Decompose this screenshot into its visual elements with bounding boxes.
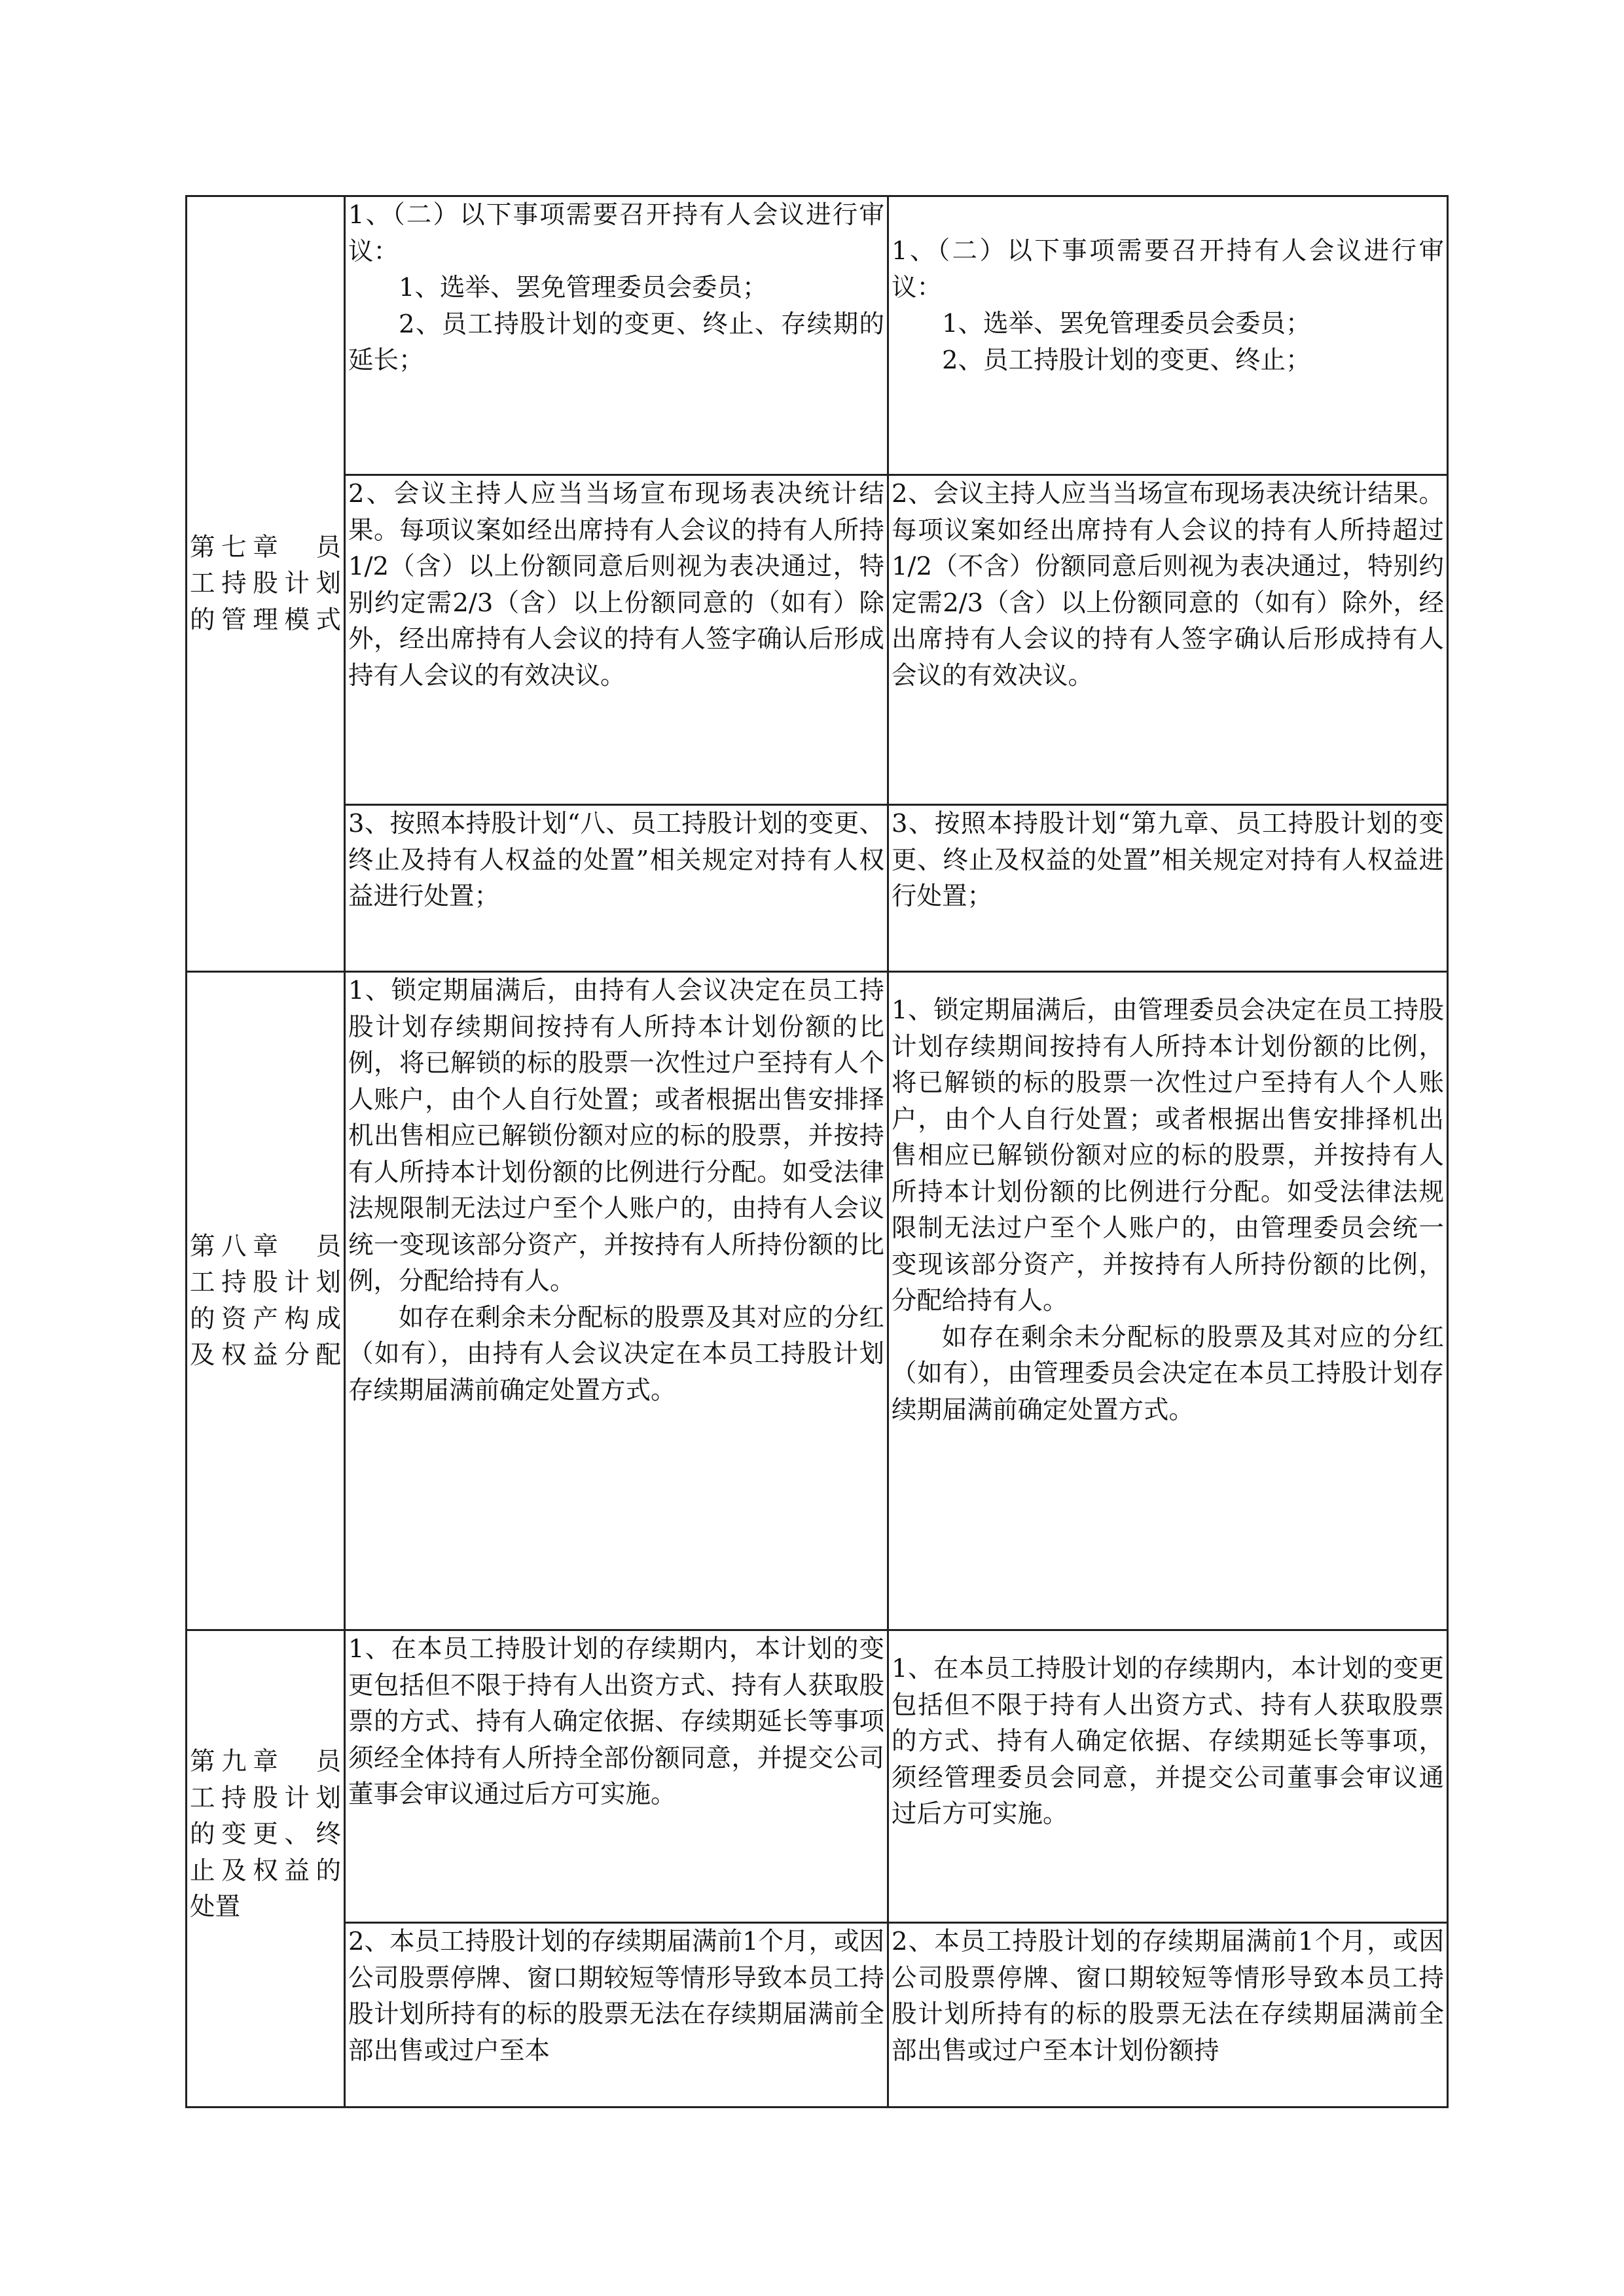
paragraph: 1、在本员工持股计划的存续期内，本计划的变更包括但不限于持有人出资方式、持有人获取股票的方式、持有人确定依据、存续期延长等事项，须经管理委员会同意，并提交公司董事会审议通过后方可实施。 bbox=[892, 1654, 1444, 1829]
original-text-cell bbox=[345, 972, 888, 1630]
paragraph: 1、锁定期届满后，由管理委员会决定在员工持股计划存续期间按持有人所持本计划份额的比例，将已解锁的标的股票一次性过户至持有人个人账户，由个人自行处置；或者根据出售安排择机出售相应已解锁份额对应的标的股票，并按持有人所持本计划份额的比例进行分配。如受法律法规限制无法过户至个人账户的，由管理委员会统一变现该部分资产，并按持有人所持份额的比例，分配给持有人。 bbox=[892, 996, 1444, 1316]
chapter-cell-8 bbox=[187, 972, 345, 1630]
chapter-line: 工持股计划 bbox=[190, 1783, 341, 1813]
paragraph: 2、会议主持人应当当场宣布现场表决统计结果。每项议案如经出席持有人会议的持有人所持超过1/2（不含）份额同意后则视为表决通过，特别约定需2/3（含）以上份额同意的（如有）除外，经出席持有人会议的持有人签字确认后形成持有人会议的有效决议。 bbox=[892, 479, 1444, 691]
paragraph: 2、本员工持股计划的存续期届满前1个月，或因公司股票停牌、窗口期较短等情形导致本员工持股计划所持有的标的股票无法在存续期届满前全部出售或过户至本 bbox=[348, 1927, 884, 2066]
chapter-line: 工持股计划 bbox=[190, 569, 341, 599]
original-text-cell bbox=[345, 805, 888, 972]
chapter-line: 第九章 员 bbox=[190, 1747, 341, 1776]
chapter-line: 的管理模式 bbox=[190, 605, 341, 635]
table-row bbox=[187, 1923, 1448, 2108]
table-row bbox=[187, 805, 1448, 972]
paragraph: 1、锁定期届满后，由持有人会议决定在员工持股计划存续期间按持有人所持本计划份额的比例，将已解锁的标的股票一次性过户至持有人个人账户，由个人自行处置；或者根据出售安排择机出售相应已解锁份额对应的标的股票，并按持有人所持本计划份额的比例进行分配。如受法律法规限制无法过户至个人账户的，由持有人会议统一变现该部分资产，并按持有人所持份额的比例，分配给持有人。 bbox=[348, 976, 884, 1296]
paragraph: 2、会议主持人应当当场宣布现场表决统计结果。每项议案如经出席持有人会议的持有人所持1/2（含）以上份额同意后则视为表决通过，特别约定需2/3（含）以上份额同意的（如有）除外，经出席持有人会议的持有人签字确认后形成持有人会议的有效决议。 bbox=[348, 479, 884, 691]
table-row bbox=[187, 196, 1448, 475]
paragraph: 1、选举、罢免管理委员会委员； bbox=[399, 273, 768, 302]
table-row bbox=[187, 475, 1448, 805]
revised-text-cell bbox=[888, 805, 1448, 972]
paragraph: 2、本员工持股计划的存续期届满前1个月，或因公司股票停牌、窗口期较短等情形导致本员工持股计划所持有的标的股票无法在存续期届满前全部出售或过户至本计划份额持 bbox=[892, 1927, 1444, 2066]
chapter-line: 的资产构成 bbox=[190, 1304, 341, 1334]
paragraph: 1、（二）以下事项需要召开持有人会议进行审议： bbox=[892, 236, 1444, 302]
revised-text-cell bbox=[888, 972, 1448, 1630]
paragraph: 3、按照本持股计划“第九章、员工持股计划的变更、终止及权益的处置”相关规定对持有人权益进行处置； bbox=[892, 809, 1444, 911]
chapter-line: 第八章 员 bbox=[190, 1231, 341, 1261]
paragraph: 1、（二）以下事项需要召开持有人会议进行审议： bbox=[348, 200, 884, 266]
original-text-cell bbox=[345, 1630, 888, 1923]
paragraph: 2、员工持股计划的变更、终止； bbox=[942, 345, 1311, 375]
paragraph: 如存在剩余未分配标的股票及其对应的分红（如有），由持有人会议决定在本员工持股计划存续期届满前确定处置方式。 bbox=[348, 1302, 884, 1405]
paragraph: 1、选举、罢免管理委员会委员； bbox=[942, 309, 1311, 338]
paragraph: 2、员工持股计划的变更、终止、存续期的延长； bbox=[348, 309, 884, 375]
chapter-cell-7 bbox=[187, 196, 345, 972]
chapter-line: 及权益分配 bbox=[190, 1340, 341, 1370]
comparison-table bbox=[185, 195, 1449, 2108]
paragraph: 如存在剩余未分配标的股票及其对应的分红（如有），由管理委员会决定在本员工持股计划存续期届满前确定处置方式。 bbox=[892, 1322, 1444, 1425]
chapter-line: 的变更、终 bbox=[190, 1820, 341, 1849]
table-row bbox=[187, 1630, 1448, 1923]
chapter-line: 第七章 员 bbox=[190, 532, 341, 562]
revised-text-cell bbox=[888, 196, 1448, 475]
revised-text-cell bbox=[888, 1923, 1448, 2108]
original-text-cell bbox=[345, 475, 888, 805]
chapter-cell-9 bbox=[187, 1630, 345, 2108]
chapter-line: 处置 bbox=[190, 1892, 241, 1922]
revised-text-cell bbox=[888, 475, 1448, 805]
chapter-line: 工持股计划 bbox=[190, 1268, 341, 1297]
chapter-line: 止及权益的 bbox=[190, 1856, 341, 1886]
original-text-cell bbox=[345, 196, 888, 475]
revised-text-cell bbox=[888, 1630, 1448, 1923]
original-text-cell bbox=[345, 1923, 888, 2108]
paragraph: 3、按照本持股计划“八、员工持股计划的变更、终止及持有人权益的处置”相关规定对持有人权益进行处置； bbox=[348, 809, 884, 911]
paragraph: 1、在本员工持股计划的存续期内，本计划的变更包括但不限于持有人出资方式、持有人获取股票的方式、持有人确定依据、存续期延长等事项须经全体持有人所持全部份额同意，并提交公司董事会审议通过后方可实施。 bbox=[348, 1634, 884, 1809]
table-row bbox=[187, 972, 1448, 1630]
